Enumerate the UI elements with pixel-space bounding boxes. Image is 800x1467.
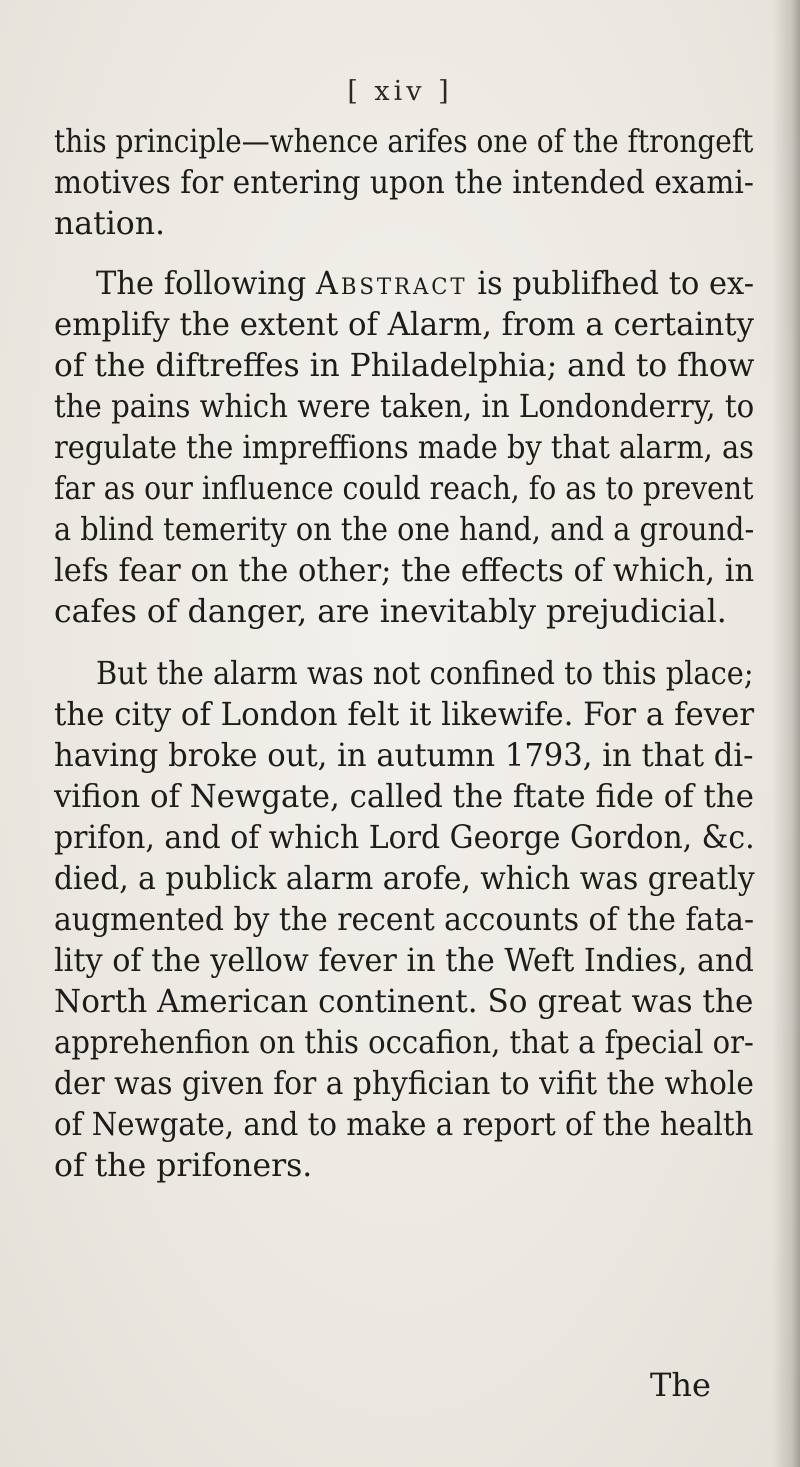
page-edge-shadow: [772, 0, 800, 1467]
text-line: emplify the extent of Alarm, from a certainty: [54, 307, 754, 343]
smallcaps-word: Abstract: [315, 266, 468, 302]
text-line: apprehenfion on this occafion, that a fpecial or-: [54, 1025, 754, 1061]
text-line: [96, 266, 755, 302]
text-line: augmented by the recent accounts of the fata-: [54, 902, 755, 938]
text-line: lity of the yellow fever in the Weft Indies, and: [54, 943, 754, 979]
text-span: The following: [96, 266, 316, 302]
text-line: this principle—whence arifes one of the ftrongeft: [54, 124, 754, 160]
text-line: of the diftreffes in Philadelphia; and to fhow: [54, 348, 755, 384]
catchword: The: [650, 1366, 711, 1404]
text-line: of Newgate, and to make a report of the health: [54, 1107, 754, 1143]
text-line: of the prifoners.: [54, 1148, 313, 1184]
text-line: far as our influence could reach, fo as to prevent: [54, 471, 754, 507]
text-line: having broke out, in autumn 1793, in that di-: [54, 738, 754, 774]
text-line: cafes of danger, are inevitably prejudicial.: [54, 594, 727, 630]
text-line: vifion of Newgate, called the ftate fide of the: [54, 779, 754, 815]
text-line: motives for entering upon the intended exami-: [54, 165, 754, 201]
text-span: is publifhed to ex-: [467, 266, 755, 302]
text-line: lefs fear on the other; the effects of which, in: [54, 553, 755, 589]
text-line: died, a publick alarm arofe, which was greatly: [54, 861, 755, 897]
text-line: North American continent. So great was the: [54, 984, 754, 1020]
text-line: But the alarm was not confined to this place;: [96, 656, 754, 692]
text-line: a blind temerity on the one hand, and a ground-: [54, 512, 755, 548]
text-line: the pains which were taken, in Londonderry, to: [54, 389, 755, 425]
text-line: nation.: [54, 206, 166, 242]
text-line: regulate the impreffions made by that alarm, as: [54, 430, 754, 466]
text-line: prifon, and of which Lord George Gordon, &c.: [54, 820, 755, 856]
text-line: der was given for a phyfician to vifit the whole: [54, 1066, 754, 1102]
page-number: [ xiv ]: [347, 76, 453, 107]
text-line: the city of London felt it likewife. For a fever: [54, 697, 755, 733]
